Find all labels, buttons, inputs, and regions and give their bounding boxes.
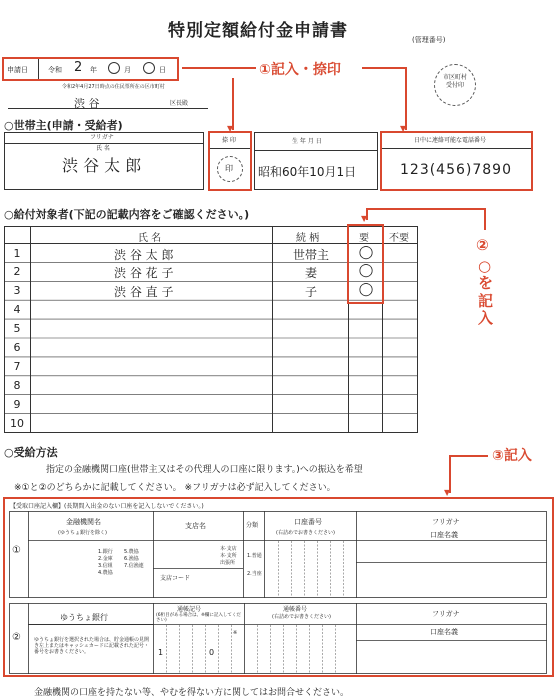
apply-date-year[interactable]: 2: [74, 60, 83, 75]
birth-date[interactable]: 昭和60年10月1日: [258, 165, 357, 179]
bank-row1-number: ①: [12, 545, 21, 556]
bank-name-sub: (ゆうちょ銀行を除く): [58, 530, 107, 536]
apply-date-month-unit: 月: [124, 66, 131, 74]
apply-date-era: 令和: [48, 66, 62, 74]
passbook-asterisk: ※: [233, 630, 238, 636]
management-number: (管理番号): [412, 36, 446, 44]
yucho-label: ゆうちょ銀行: [60, 613, 108, 622]
beneficiary-need-mark[interactable]: ◯: [358, 263, 374, 279]
col-header-need: 要: [359, 233, 369, 244]
beneficiary-relation[interactable]: 世帯主: [292, 247, 329, 262]
passbook-symbol-label: 通帳記号: [177, 606, 202, 613]
annotation-arrow: ▼: [227, 124, 234, 133]
branch-label: 支店名: [185, 522, 206, 530]
annotation-arrow: ▼: [444, 488, 451, 497]
apply-date-label: 申請日: [7, 66, 28, 74]
passbook-number-label: 通帳番号: [283, 606, 308, 613]
householder-name[interactable]: 渋 谷 太 郎: [62, 156, 142, 175]
branch-type-2[interactable]: 本·支所: [220, 553, 237, 559]
passbook-first-digit: 1: [158, 648, 164, 657]
col-header-name: 氏 名: [138, 233, 162, 244]
seal-label: 捺 印: [222, 137, 236, 144]
beneficiary-name[interactable]: 渋 谷 太 郎: [114, 247, 174, 262]
phone-number[interactable]: 123(456)7890: [400, 162, 512, 178]
municipality-name: 渋 谷: [74, 97, 100, 110]
beneficiary-relation[interactable]: 子: [304, 285, 317, 300]
beneficiary-row-number: 6: [13, 341, 21, 354]
reference-note: 令和2年4月27日時点の住民票所在の区市町村: [62, 84, 165, 90]
category-option-1[interactable]: 1.普通: [247, 553, 262, 559]
beneficiary-row-number: 9: [13, 397, 21, 411]
category-label: 分類: [246, 522, 259, 529]
municipality-suffix: 区長殿: [170, 100, 189, 107]
account-holder-label-1: 口座名義: [430, 531, 458, 539]
passbook-symbol-sub: (6桁目がある場合は、※欄に記入してください): [156, 613, 241, 624]
beneficiaries-section-title: ○給付対象者(下記の記載内容をご確認ください。): [4, 208, 250, 221]
beneficiary-row-number: 5: [13, 322, 21, 336]
beneficiary-need-mark[interactable]: ◯: [358, 282, 374, 298]
beneficiary-row-number: 1: [13, 246, 21, 260]
name-label: 氏 名: [96, 145, 110, 152]
bank-type-5[interactable]: 5.農協: [124, 549, 139, 555]
col-header-noneed: 不要: [389, 233, 409, 244]
annotation-arrow: ▼: [361, 214, 368, 223]
phone-label: 日中に連絡可能な電話番号: [414, 137, 487, 144]
bank-form-header: 【受取口座記入欄】(長期間入出金のない口座を記入しないでください。): [10, 503, 204, 510]
annotation-step2-num: ②: [476, 236, 489, 254]
bank-row2-number: ②: [12, 632, 21, 643]
col-header-relation: 続 柄: [296, 233, 320, 244]
document-title: 特別定額給付金申請書: [168, 21, 348, 41]
householder-section-title: ○世帯主(申請・受給者): [4, 119, 123, 132]
reception-stamp-label: 市区町村 受付印: [442, 74, 467, 90]
annotation-step3: ③記入: [492, 448, 532, 464]
beneficiary-row-number: 10: [10, 416, 24, 430]
row-divider: [28, 624, 154, 625]
seal-mark: 印: [225, 164, 233, 173]
annotation-step1: ①記入・捺印: [259, 62, 341, 78]
account-number-sub: (右詰めでお書きください): [276, 530, 335, 536]
beneficiary-row-number: 4: [13, 303, 21, 317]
bank-type-6[interactable]: 6.漁協: [124, 556, 139, 562]
account-holder-label-2: 口座名義: [430, 628, 458, 636]
furigana-label-2: フリガナ: [432, 610, 460, 618]
passbook-fixed-digit: 0: [209, 648, 215, 657]
bank-name-label: 金融機関名: [66, 518, 101, 526]
branch-type-1[interactable]: 本·支店: [220, 546, 237, 552]
beneficiary-relation[interactable]: 妻: [304, 266, 317, 281]
bank-type-3[interactable]: 3.信組: [98, 563, 113, 569]
bank-type-7[interactable]: 7.信漁連: [124, 563, 144, 569]
annotation-step2-text: ○を記入: [478, 257, 494, 327]
beneficiary-row-number: 3: [13, 284, 21, 298]
beneficiary-need-mark[interactable]: ◯: [358, 244, 374, 260]
beneficiary-row-number: 2: [13, 265, 21, 279]
payment-section-title: ○受給方法: [4, 446, 58, 459]
account-number-label: 口座番号: [294, 518, 322, 526]
payment-line1: 指定の金融機関口座(世帯主又はその代理人の口座に限ります。)への振込を希望: [46, 465, 363, 475]
payment-line2: ※①と②のどちらかに記載してください。 ※フリガナは必ず記入してください。: [14, 483, 336, 493]
birth-label: 生 年 月 日: [292, 138, 322, 145]
passbook-number-sub: (右詰めでお書きください): [272, 614, 331, 620]
beneficiary-name[interactable]: 渋 谷 直 子: [114, 285, 174, 300]
apply-date-day-unit: 日: [159, 66, 166, 74]
bank-type-2[interactable]: 2.金庫: [98, 556, 113, 562]
furigana-label-1: フリガナ: [432, 518, 460, 526]
branch-code-label: 支店コード: [160, 575, 191, 582]
category-option-2[interactable]: 2.当座: [247, 571, 262, 577]
bank-type-1[interactable]: 1.銀行: [98, 549, 113, 555]
beneficiary-row-number: 8: [13, 378, 21, 392]
branch-type-3[interactable]: 出張所: [220, 560, 236, 566]
beneficiary-name[interactable]: 渋 谷 花 子: [114, 266, 174, 281]
footer-note: 金融機関の口座を持たない等、やむを得ない方に関してはお問合せください。: [34, 688, 350, 698]
apply-date-year-unit: 年: [90, 66, 97, 74]
beneficiary-row-number: 7: [13, 359, 21, 373]
bank-type-4[interactable]: 4.農協: [98, 570, 113, 576]
annotation-arrow: ▼: [400, 124, 407, 133]
furigana-label: フリガナ: [90, 134, 114, 141]
yucho-note: ゆうちょ銀行を選択された場合は、貯金通帳の見開き左上またはキャッシュカードに記載された記号・番号をお書きください。: [34, 637, 150, 655]
